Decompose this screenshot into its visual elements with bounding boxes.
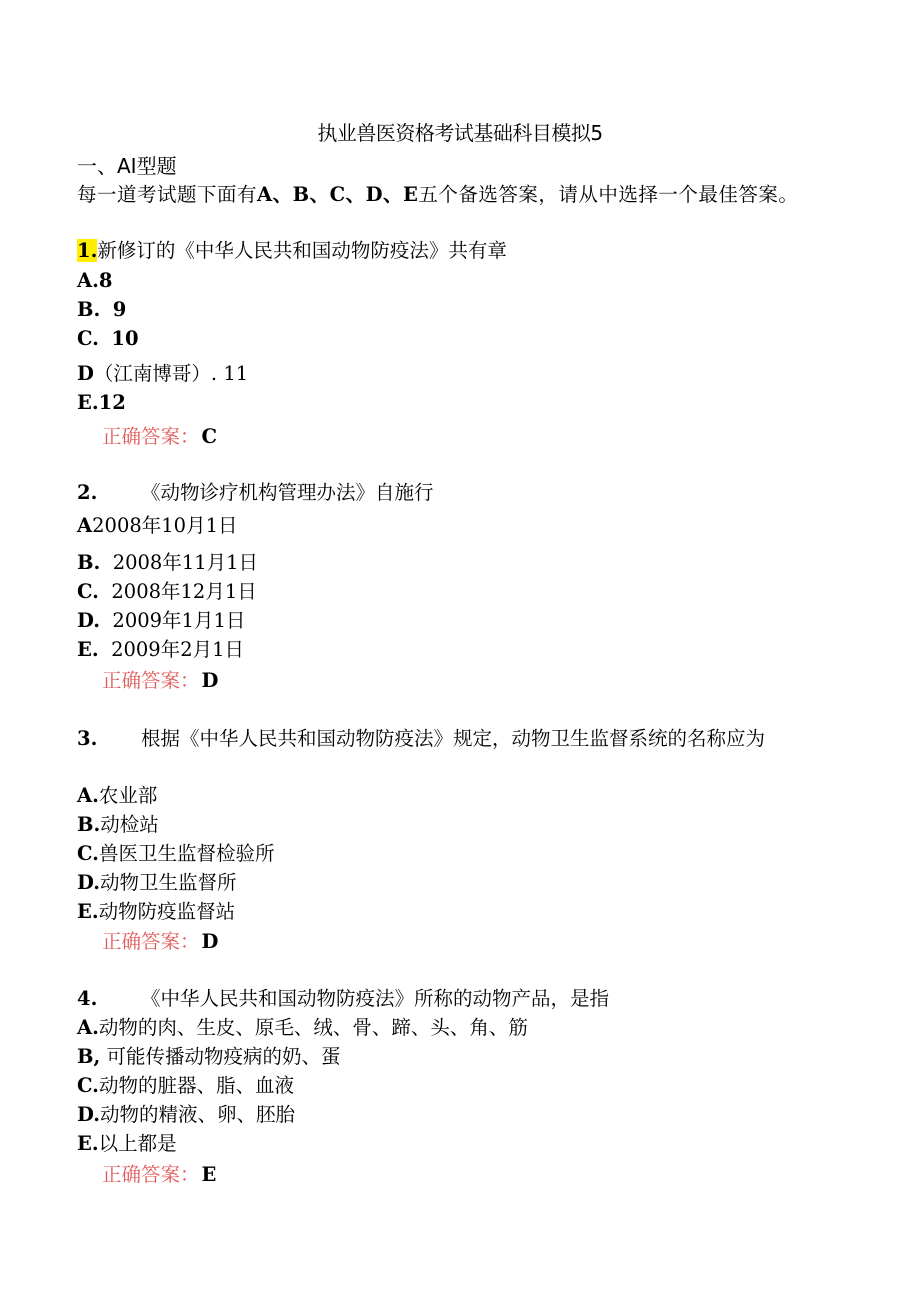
option-text: 可能传播动物疫病的奶、蛋 (106, 1045, 341, 1068)
answer-value: E (201, 1163, 217, 1186)
option-text: 10 (111, 327, 139, 350)
option-text: 9 (112, 298, 127, 321)
question-4-answer (102, 1162, 216, 1188)
option-letter: C. (77, 842, 99, 865)
option-letter: A. (77, 784, 99, 807)
question-1-option-a (77, 268, 113, 294)
option-text: 动物防疫监督站 (98, 900, 236, 923)
option-letter: D. (77, 1103, 101, 1126)
option-text: 8 (98, 269, 113, 292)
option-text: 以上都是 (98, 1132, 177, 1155)
answer-label: 正确答案： (102, 425, 200, 448)
option-text: 动物卫生监督所 (100, 871, 237, 894)
section-heading: 一、AI型题 (77, 154, 177, 178)
question-2-option-b (77, 550, 258, 576)
option-letter: D (77, 362, 94, 385)
question-4-stem (77, 986, 609, 1012)
question-2-stem (77, 480, 434, 506)
option-text: 动物的肉、生皮、原毛、绒、骨、蹄、头、角、筋 (98, 1016, 528, 1039)
question-1-option-c (77, 326, 139, 352)
instructions-letters: A、B、C、D、E (257, 183, 419, 206)
question-2-answer (102, 668, 218, 694)
option-text: （江南博哥）. 11 (93, 362, 249, 385)
option-letter: E. (77, 1132, 99, 1155)
answer-value: C (201, 425, 218, 448)
option-letter: C. (77, 1074, 99, 1097)
answer-value: D (201, 669, 219, 692)
question-1-option-d (77, 361, 248, 387)
option-letter: D. (77, 871, 101, 894)
question-3-option-b (77, 812, 159, 838)
question-4-option-e (77, 1131, 177, 1157)
instructions-post: 五个备选答案，请从中选择一个最佳答案。 (418, 183, 799, 206)
document-title: 执业兽医资格考试基础科目模拟5 (317, 121, 603, 145)
option-letter: A (77, 514, 93, 537)
question-1-text: 新修订的《中华人民共和国动物防疫法》共有章 (97, 239, 507, 262)
answer-label: 正确答案： (102, 1163, 200, 1186)
question-2-option-e (77, 637, 244, 663)
option-text: 动物的精液、卵、胚胎 (100, 1103, 296, 1126)
option-letter: C. (77, 580, 99, 603)
question-2-option-a (77, 513, 238, 539)
question-4-text: 《中华人民共和国动物防疫法》所称的动物产品，是指 (141, 987, 610, 1010)
option-text: 2008年10月1日 (92, 514, 238, 537)
option-letter: B, (77, 1045, 101, 1068)
question-3-option-a (77, 783, 157, 809)
question-2-number: 2. (77, 481, 98, 504)
question-3-stem (77, 724, 817, 753)
option-text: 动物的脏器、脂、血液 (98, 1074, 294, 1097)
option-text: 2008年12月1日 (111, 580, 257, 603)
option-letter: E. (77, 638, 99, 661)
option-letter: E. (77, 900, 99, 923)
option-text: 动检站 (100, 813, 159, 836)
option-letter: A. (77, 1016, 99, 1039)
question-3-text: 根据《中华人民共和国动物防疫法》规定，动物卫生监督系统的名称应为 (141, 727, 766, 750)
question-4-option-d (77, 1102, 295, 1128)
question-1-answer (102, 424, 217, 450)
question-3-number: 3. (77, 727, 98, 750)
answer-label: 正确答案： (102, 669, 200, 692)
option-text: 2009年1月1日 (112, 609, 246, 632)
question-1-option-b (77, 297, 126, 323)
instructions-pre: 每一道考试题下面有 (77, 183, 258, 206)
question-3-answer (102, 929, 218, 955)
question-3-option-c (77, 841, 274, 867)
question-4-option-b (77, 1044, 341, 1070)
option-letter: E. (77, 391, 99, 414)
option-letter: B. (77, 813, 101, 836)
option-text: 农业部 (98, 784, 158, 807)
question-4-option-a (77, 1015, 528, 1041)
question-2-option-d (77, 608, 245, 634)
option-text: 2008年11月1日 (112, 551, 259, 574)
answer-label: 正确答案： (102, 930, 200, 953)
question-2-text: 《动物诊疗机构管理办法》自施行 (141, 481, 434, 504)
answer-value: D (201, 930, 219, 953)
question-2-option-c (77, 579, 257, 605)
question-4-option-c (77, 1073, 294, 1099)
question-1-number: 1. (77, 239, 98, 262)
option-text: 兽医卫生监督检验所 (98, 842, 275, 865)
option-letter: A. (77, 269, 99, 292)
option-letter: D. (77, 609, 101, 632)
option-letter: C. (77, 327, 99, 350)
question-1-stem (77, 238, 507, 264)
option-text: 12 (98, 391, 126, 414)
option-text: 2009年2月1日 (111, 638, 245, 661)
option-letter: B. (77, 551, 101, 574)
question-3-option-d (77, 870, 237, 896)
option-letter: B. (77, 298, 101, 321)
question-4-number: 4. (77, 987, 98, 1010)
instructions (77, 180, 817, 209)
question-1-option-e (77, 390, 126, 416)
question-3-option-e (77, 899, 235, 925)
